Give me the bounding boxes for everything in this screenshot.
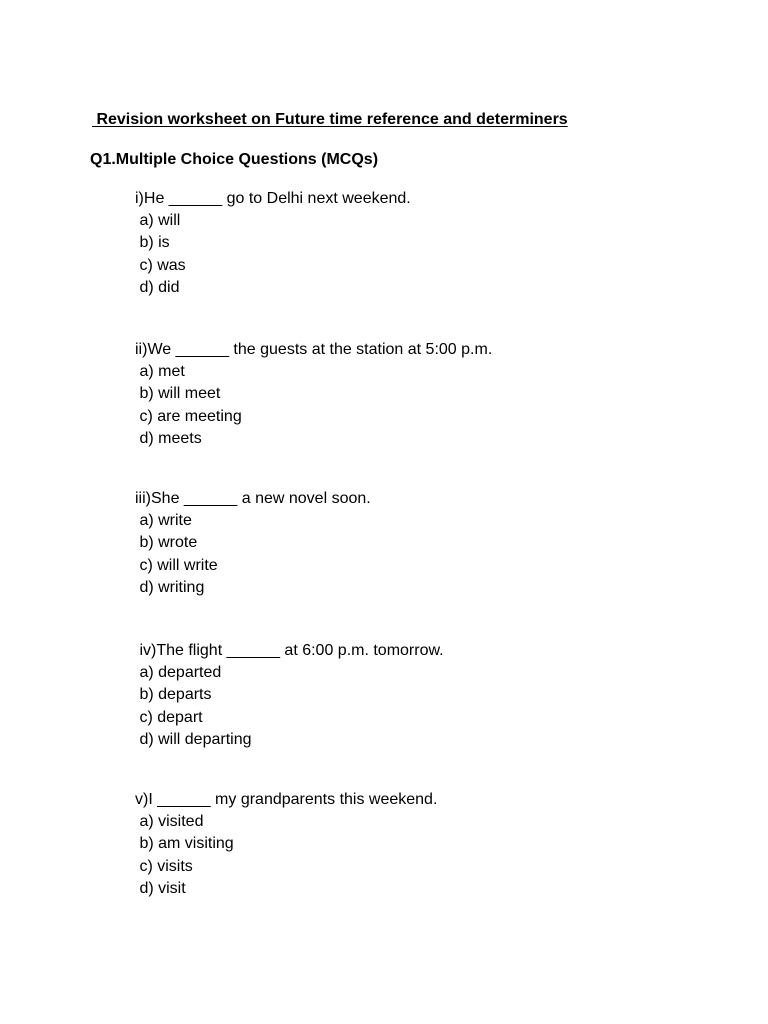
option-list [135,811,695,901]
question-3 [135,488,695,600]
option-b: b) wrote [135,534,198,552]
option-c: c) depart [135,708,203,726]
question-4 [135,640,695,752]
option-b: b) am visiting [135,835,234,853]
option-a: a) visited [135,813,204,830]
option-c: c) visits [135,857,193,875]
question-stem: v)I ______ my grandparents this weekend. [135,791,438,808]
option-list [135,510,695,600]
question-1 [135,188,695,300]
option-b: b) departs [135,686,212,704]
option-list [135,662,695,752]
question-5 [135,789,695,901]
option-d: d) meets [135,430,202,448]
option-a: a) met [135,363,185,380]
option-d: d) visit [135,880,186,898]
question-stem: iv)The flight ______ at 6:00 p.m. tomorrow. [135,642,444,659]
option-a: a) will [135,212,181,229]
option-b: b) will meet [135,385,221,403]
option-c: c) are meeting [135,407,242,425]
option-a: a) departed [135,664,222,681]
question-stem: ii)We ______ the guests at the station at 5:00 p.m. [135,341,493,358]
option-b: b) is [135,234,170,252]
option-d: d) did [135,279,180,297]
option-c: c) will write [135,556,218,574]
option-list [135,210,695,300]
question-2 [135,339,695,451]
option-d: d) will departing [135,731,252,749]
option-d: d) writing [135,579,205,597]
option-a: a) write [135,512,192,529]
question-stem: iii)She ______ a new novel soon. [135,490,371,507]
option-list [135,361,695,451]
option-c: c) was [135,256,186,274]
worksheet-title: Revision worksheet on Future time reference and determiners [92,111,568,128]
question-stem: i)He ______ go to Delhi next weekend. [135,190,411,207]
section-heading: Q1.Multiple Choice Questions (MCQs) [90,151,379,168]
